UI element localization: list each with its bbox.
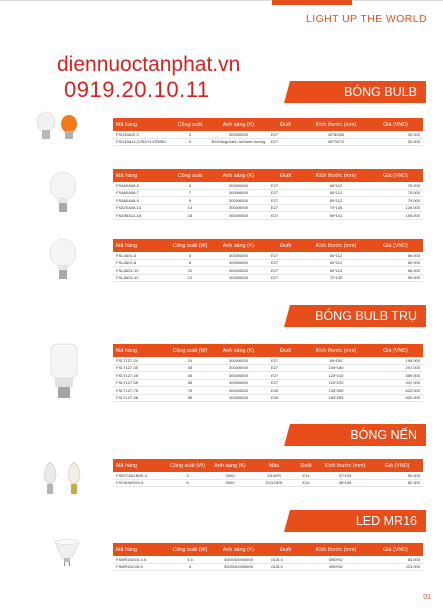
table-header: Mã hàng Công suất (W) Ánh sáng (K) Màu Đuôi Kích thước (mm) Giá (VND): [113, 459, 423, 472]
table-header: [113, 118, 423, 131]
table-header: Mã hàng Công suất (W) Ánh sáng (K) Đuôi Kích thước (mm) Giá (VND): [113, 344, 423, 357]
table-header: Mã hàng Công suất (W) Ánh sáng (K) Đuôi Kích thước (mm) Giá (VND): [113, 543, 423, 556]
table-row: FSLT127-24 24 3000/6500 E27 80*150 196.000: [113, 357, 423, 365]
table-led-mr16: [113, 543, 423, 571]
bulb-a60-image-2: [48, 238, 78, 282]
table-bong-nen: [113, 459, 423, 487]
section-bong-nen: BÓNG NẾN: [290, 424, 426, 446]
table-row: FSLA601-10 10 3000/6500 E27 60*112 66.000: [113, 267, 423, 275]
brand-accent-bar: [272, 0, 352, 5]
table-row: FSLT127-35 35 3000/6500 E27 100*180 297.000: [113, 365, 423, 373]
table-row: FSA95A12-18 18 3000/6500 E27 95*141 155.000: [113, 212, 423, 220]
top-rule: [0, 0, 443, 1]
bulb-nen-image: [38, 458, 88, 498]
table-bong-bulb-tru: [113, 344, 423, 402]
bulb-mini-image: [34, 110, 84, 146]
slogan: LIGHT UP THE WORLD: [306, 13, 427, 25]
table-row: FSMR16D03-4.5 4.5 3000/4000/6500 GU5.3 Ø50*52 84.000: [113, 556, 423, 564]
table-row: FSLA601-6 6 3000/6500 E27 60*112 56.000: [113, 252, 423, 260]
col-kich-thuoc: Kích thước (mm): [315, 121, 357, 128]
table-row: FSMR16C05-5 5 3000/4000/6500 GU5.3 Ø50*52 113.000: [113, 564, 423, 572]
table-row: FSLT127-98 98 3000/6500 E40 150*265 830.000: [113, 395, 423, 403]
watermark-website: diennuoctanphat.vn: [57, 53, 241, 76]
watermark-phone: 0919.20.10.11: [64, 77, 210, 102]
section-bong-bulb-tru: BÓNG BULB TRỤ: [290, 305, 426, 327]
table-row: FSLT127-75 75 3000/6500 E40 135*255 620.000: [113, 387, 423, 395]
table-bong-bulb-la: [113, 239, 423, 282]
table-bong-bulb-a: [113, 169, 423, 220]
bulb-tru-image: [47, 340, 81, 402]
col-cong-suat: Công suất: [177, 121, 203, 128]
table-row: FSLA601-8 8 3000/6500 E27 60*112 60.000: [113, 260, 423, 268]
table-row: FSG45A11-2-RD/YL/GR/BU 2 Đỏ/Vàng/Xanh lá/Xanh dương E27 45*78/72 30.000: [113, 139, 423, 147]
table-header: Mã hàng Công suất Ánh sáng (K) Đuôi Kích thước (mm) Giá (VND): [113, 169, 423, 182]
col-gia: Giá (VND): [383, 121, 408, 128]
table-row: FSG45A/E-3 3 3000/6500 E27 45*80/85 40.000: [113, 131, 423, 139]
table-row: FSLT127-45 45 3000/6500 E27 120*210 389.000: [113, 372, 423, 380]
table-row: FSA60A08-9 9 3000/6500 E27 60*112 79.000: [113, 197, 423, 205]
table-row: FSLT127-55 55 3000/6500 E27 120*220 447.000: [113, 380, 423, 388]
table-row: FSLA601-12 12 3000/6500 E27 70*135 99.000: [113, 275, 423, 283]
section-bong-bulb: BÓNG BULB: [290, 81, 426, 103]
table-row: FSA70A08-13 13 3000/6500 E27 70*135 128.000: [113, 205, 423, 213]
table-row: FSBT03A1B5R-3 3 3000 SILVER E14 37*125 50.000: [113, 472, 423, 480]
table-header: Mã hàng Công suất (W) Ánh sáng (K) Đuôi Kích thước (mm) Giá (VND): [113, 239, 423, 252]
table-bong-bulb-mini: [113, 118, 423, 146]
col-duoi: Đuôi: [279, 121, 292, 128]
table-row: FSCMA09G0-5 5 3000 GOLDEN E14 38*108 82.000: [113, 480, 423, 488]
col-anh-sang: Ánh sáng (K): [222, 121, 255, 128]
bulb-a60-image: [48, 171, 78, 215]
page-number: 01: [423, 594, 431, 601]
table-row: FSA60A08-7 7 3000/6500 E27 60*112 75.000: [113, 190, 423, 198]
col-ma-hang: Mã hàng: [116, 121, 137, 128]
mr16-image: [52, 538, 82, 568]
table-row: FSA60A08-5 5 3000/6500 E27 60*112 70.000: [113, 182, 423, 190]
section-led-mr16: LED MR16: [290, 510, 426, 532]
